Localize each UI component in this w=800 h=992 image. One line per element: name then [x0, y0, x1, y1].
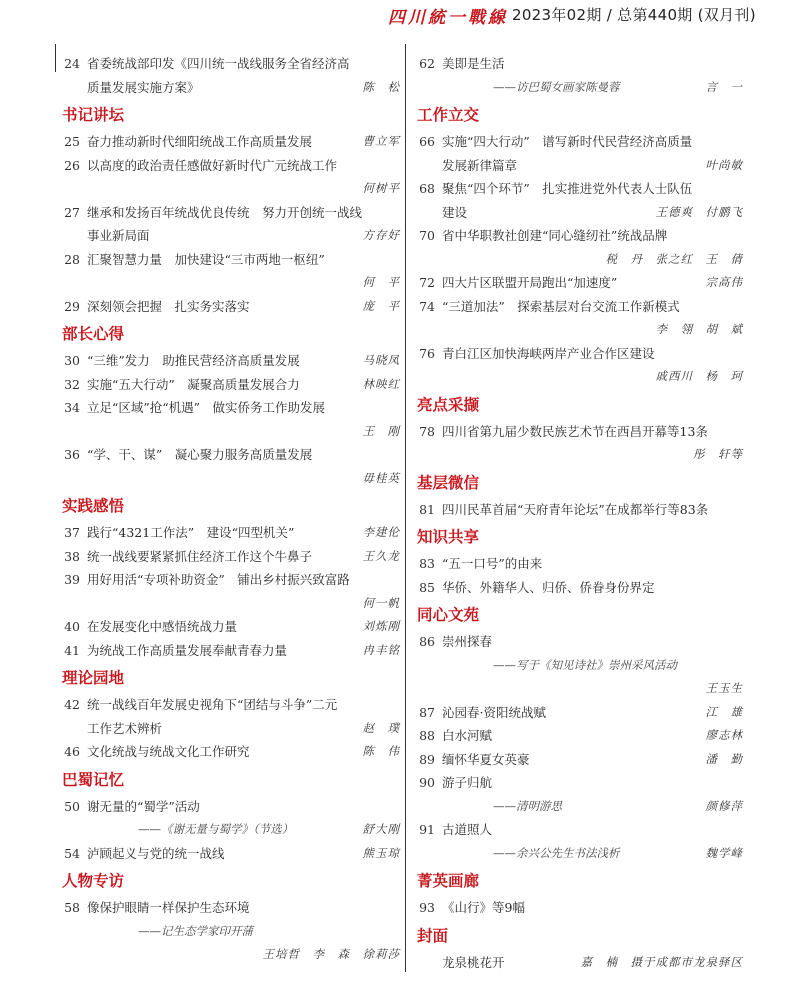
section-title: 亮点采撷 [417, 395, 480, 414]
page-number: 58 [64, 900, 80, 915]
article-title: 用好用活“专项补助资金” 铺出乡村振兴致富路 [87, 572, 350, 587]
toc-line [60, 443, 400, 467]
article-title: 缅怀华夏女英豪 [442, 751, 530, 767]
toc-line [60, 818, 400, 842]
article-title: 白水河赋 [442, 728, 493, 743]
toc-entry [60, 396, 400, 443]
section-title: 理论园地 [62, 669, 125, 687]
page-number: 87 [419, 704, 435, 720]
article-title: 华侨、外籍华人、归侨、侨眷身份界定 [442, 579, 655, 595]
author-name: 何一帆 [362, 595, 400, 610]
page-number: 37 [64, 525, 80, 540]
toc-entry [415, 748, 743, 772]
author-name: 魏学峰 [705, 845, 743, 860]
toc-line [415, 724, 743, 748]
author-name: 曹立军 [362, 134, 400, 148]
author-name: 王玉生 [705, 681, 743, 695]
toc-line [60, 920, 400, 944]
page-number: 24 [64, 56, 80, 71]
toc-entry [60, 154, 400, 201]
column-divider [405, 44, 406, 972]
section-title: 书记讲坛 [62, 106, 125, 124]
article-title: 青白江区加快海峡两岸产业合作区建设 [442, 345, 655, 361]
toc-line [415, 76, 743, 100]
toc-line [415, 318, 743, 342]
author-name: 赵 璞 [362, 720, 400, 735]
toc-line [60, 795, 400, 819]
article-subtitle: ——《谢无量与蜀学》（节选） [138, 822, 294, 836]
article-title: 事业新局面 [87, 228, 150, 243]
page-number: 26 [64, 157, 80, 173]
author-name: 税 丹 张之红 王 倩 [605, 251, 743, 266]
section-title: 菁英画廊 [417, 872, 480, 890]
section-title: 工作立交 [417, 106, 480, 124]
toc-line [60, 467, 400, 491]
author-name: 庞 平 [362, 298, 400, 313]
toc-entry [60, 795, 400, 842]
toc-entry [60, 568, 400, 615]
author-name: 王培哲 李 森 徐莉莎 [262, 947, 400, 961]
article-title: 奋力推动新时代细阳统战工作高质量发展 [87, 134, 313, 149]
author-name: 言 一 [705, 79, 743, 94]
toc-entry [415, 896, 743, 920]
toc-line [415, 701, 743, 725]
article-title: 泸顾起义与党的统一战线 [87, 845, 225, 861]
toc-line [415, 630, 743, 654]
toc-entry [415, 576, 743, 600]
author-name: 冉丰铭 [362, 642, 400, 657]
article-title: 汇聚智慧力量 加快建设“三市两地一枢纽” [87, 251, 325, 267]
section-title: 基层微信 [417, 473, 480, 492]
article-title: 文化统战与统战文化工作研究 [87, 744, 250, 759]
page-number: 38 [64, 548, 80, 564]
toc-line [60, 842, 400, 866]
page-number: 86 [419, 634, 435, 649]
article-title: 以高度的政治责任感做好新时代广元统战工作 [87, 157, 338, 173]
toc-line [415, 748, 743, 772]
toc-line [60, 615, 400, 639]
page-number: 29 [64, 298, 80, 314]
toc-entry [60, 615, 400, 639]
toc-entry [415, 724, 743, 748]
toc-line [415, 818, 743, 842]
toc-line [415, 771, 743, 795]
page-number: 54 [64, 845, 80, 861]
toc-entry [60, 521, 400, 545]
toc-line [415, 498, 743, 522]
author-name: 马晓凤 [362, 353, 400, 367]
page-number: 83 [419, 556, 435, 571]
page-number: 25 [64, 134, 80, 149]
toc-line [60, 717, 400, 741]
toc-line [60, 76, 400, 100]
page-number: 85 [419, 579, 435, 595]
toc-entry [415, 177, 743, 224]
toc-entry [60, 842, 400, 866]
toc-line [60, 373, 400, 397]
page-number: 36 [64, 447, 80, 462]
toc-line [60, 740, 400, 764]
toc-line [60, 130, 400, 154]
toc-line [415, 224, 743, 248]
toc-line [60, 396, 400, 420]
article-title: 继承和发扬百年统战优良传统 努力开创统一战线 [87, 204, 363, 220]
author-name: 林映红 [362, 376, 400, 391]
article-title: 建设 [442, 204, 468, 220]
page-number: 32 [64, 376, 80, 392]
toc-entry [415, 701, 743, 725]
toc-line [60, 295, 400, 319]
section-title: 知识共享 [417, 528, 480, 546]
toc-line [415, 842, 743, 866]
page-number: 68 [419, 181, 435, 196]
article-subtitle: ——访巴蜀女画家陈曼蓉 [493, 79, 620, 94]
section-title: 巴蜀记忆 [62, 770, 125, 789]
article-title: “五一口号”的由来 [442, 556, 543, 571]
article-title: 发展新律篇章 [442, 157, 518, 173]
toc-entry [415, 295, 743, 342]
toc-entry [415, 420, 743, 467]
page-number: 50 [64, 798, 80, 814]
toc-line [60, 521, 400, 545]
article-title: 为统战工作高质量发展奉献青春力量 [87, 642, 288, 658]
toc-entry [60, 201, 400, 248]
toc-entry [60, 545, 400, 569]
article-subtitle: ——写于《知见诗社》崇州采风活动 [493, 657, 677, 672]
page-number: 28 [64, 251, 80, 267]
toc-line [60, 896, 400, 920]
toc-entry [60, 349, 400, 373]
author-name: 舒大刚 [362, 822, 400, 836]
toc-line [60, 693, 400, 717]
author-name: 廖志林 [705, 728, 743, 742]
author-name: 方存好 [362, 228, 400, 242]
toc-line [415, 443, 743, 467]
toc-entry [415, 52, 743, 99]
page-number: 93 [419, 900, 435, 915]
toc-line [60, 943, 400, 967]
toc-line [415, 130, 743, 154]
section-title: 人物专访 [62, 872, 125, 890]
author-name: 王德爽 付鹏飞 [655, 204, 743, 219]
toc-line [415, 365, 743, 389]
toc-line [60, 349, 400, 373]
toc-entry [415, 498, 743, 522]
article-title: 四大片区联盟开局跑出“加速度” [442, 275, 618, 290]
toc-line [60, 592, 400, 616]
article-title: “三道加法” 探索基层对台交流工作新模式 [442, 298, 680, 314]
toc-line [415, 342, 743, 366]
page-number: 46 [64, 744, 80, 759]
toc-line [415, 677, 743, 701]
author-name: 嘉 楠 摄于成都市龙泉驿区 [580, 954, 743, 969]
page-number: 78 [419, 423, 435, 439]
article-title: 践行“4321工作法” 建设“四型机关” [87, 525, 295, 540]
author-name: 宗高伟 [705, 275, 743, 289]
toc-line [415, 295, 743, 319]
author-name: 毋桂英 [362, 470, 400, 485]
page-number: 89 [419, 751, 435, 767]
author-name: 陈 松 [362, 79, 400, 94]
author-name: 刘炼刚 [362, 619, 400, 633]
author-name: 何 平 [362, 275, 400, 289]
article-title: 沁园春·资阳统战赋 [442, 704, 546, 720]
magazine-masthead: 四川統一戰線 [388, 8, 508, 28]
article-title: 深刻领会把握 扎实务实落实 [87, 298, 250, 314]
article-title: 统一战线要紧紧抓住经济工作这个牛鼻子 [87, 548, 313, 564]
page-number: 88 [419, 728, 435, 743]
article-title: 省中华职教社创建“同心缝纫社”统战品牌 [442, 228, 668, 243]
section-title: 同心文苑 [417, 606, 480, 624]
toc-line [60, 177, 400, 201]
article-title: 聚焦“四个环节” 扎实推进党外代表人士队伍 [442, 181, 693, 196]
article-title: 实施“五大行动” 凝聚高质量发展合力 [87, 376, 300, 392]
toc-line [415, 896, 743, 920]
article-title: 实施“四大行动” 谱写新时代民营经济高质量 [442, 134, 693, 149]
toc-entry [415, 130, 743, 177]
author-name: 戚西川 杨 珂 [655, 369, 743, 383]
left-border-line [55, 44, 56, 72]
author-name: 潘 勤 [705, 751, 743, 766]
toc-line [60, 420, 400, 444]
toc-line [415, 654, 743, 678]
author-name: 何树平 [362, 181, 400, 195]
toc-entry [60, 740, 400, 764]
article-title: 质量发展实施方案》 [87, 79, 200, 95]
page-number: 66 [419, 134, 435, 149]
page-number: 90 [419, 775, 435, 790]
toc-entry [60, 52, 400, 99]
article-subtitle: ——余兴公先生书法浅析 [493, 845, 620, 860]
article-title: 四川省第九届少数民族艺术节在西昌开幕等13条 [442, 423, 708, 439]
toc-line [60, 154, 400, 178]
toc-line [60, 271, 400, 295]
page-number: 41 [64, 642, 80, 658]
author-name: 彤 轩等 [693, 447, 743, 461]
toc-entry [60, 130, 400, 154]
page-number: 62 [419, 56, 435, 71]
author-name: 王 刚 [362, 423, 400, 438]
page-number: 91 [419, 822, 435, 837]
toc-entry [415, 630, 743, 701]
page-number: 72 [419, 275, 435, 290]
article-title: 美即是生活 [442, 56, 505, 71]
section-title: 部长心得 [62, 325, 125, 343]
article-title: 龙泉桃花开 [442, 954, 505, 970]
page-number: 39 [64, 572, 80, 587]
toc-left-column [60, 52, 400, 967]
author-name: 江 雄 [705, 704, 743, 719]
toc-entry [415, 818, 743, 865]
article-title: 立足“区域”抢“机遇” 做实侨务工作助发展 [87, 400, 326, 415]
toc-entry [415, 271, 743, 295]
toc-line [415, 248, 743, 272]
toc-line [60, 224, 400, 248]
toc-line [60, 568, 400, 592]
page-number: 40 [64, 619, 80, 634]
toc-entry [60, 373, 400, 397]
author-name: 陈 伟 [362, 744, 400, 758]
page-number: 76 [419, 345, 435, 361]
toc-entry [60, 443, 400, 490]
article-title: “学、干、谋” 凝心聚力服务高质量发展 [87, 447, 313, 462]
author-name: 李 翎 胡 斌 [655, 322, 743, 336]
article-title: 古道照人 [442, 822, 493, 837]
section-title: 实践感悟 [62, 497, 125, 515]
toc-line [60, 545, 400, 569]
article-title: 谢无量的“蜀学”活动 [87, 798, 200, 814]
article-title: “三维”发力 助推民营经济高质量发展 [87, 353, 300, 368]
toc-entry [60, 896, 400, 967]
article-title: 省委统战部印发《四川统一战线服务全省经济高 [87, 56, 350, 71]
page-number: 42 [64, 697, 80, 712]
toc-line [415, 154, 743, 178]
toc-entry [60, 248, 400, 295]
page-number: 74 [419, 298, 435, 314]
page-number: 81 [419, 501, 435, 517]
toc-line [415, 795, 743, 819]
issue-info: 2023年02期 / 总第440期 (双月刊) [512, 6, 756, 24]
toc-line [60, 201, 400, 225]
article-title: 像保护眼睛一样保护生态环境 [87, 900, 250, 915]
toc-entry [415, 342, 743, 389]
article-subtitle: ——记生态学家印开蒲 [138, 923, 253, 938]
article-title: 崇州探春 [442, 634, 493, 649]
toc-entry [60, 639, 400, 663]
toc-entry [60, 693, 400, 740]
toc-entry [415, 224, 743, 271]
author-name: 叶尚敏 [705, 157, 743, 172]
toc-line [415, 552, 743, 576]
toc-line [60, 639, 400, 663]
section-title: 封面 [417, 926, 449, 945]
toc-line [415, 271, 743, 295]
toc-entry [415, 771, 743, 818]
page-number: 27 [64, 204, 80, 220]
toc-entry [60, 295, 400, 319]
toc-line [60, 248, 400, 272]
author-name: 熊玉琼 [362, 845, 400, 860]
toc-entry [415, 951, 743, 975]
author-name: 王久龙 [362, 548, 400, 563]
article-title: 游子归航 [442, 775, 493, 790]
article-title: 在发展变化中感悟统战力量 [87, 619, 238, 634]
toc-line [60, 52, 400, 76]
toc-line [415, 951, 743, 975]
toc-line [415, 177, 743, 201]
toc-line [415, 420, 743, 444]
page-header [0, 0, 800, 28]
author-name: 颜修萍 [705, 798, 743, 813]
article-title: 统一战线百年发展史视角下“团结与斗争”二元 [87, 697, 338, 712]
author-name: 李建伦 [362, 525, 400, 539]
article-title: 四川民革首届“天府青年论坛”在成都举行等83条 [442, 501, 709, 517]
page-number: 70 [419, 228, 435, 243]
toc-entry [415, 552, 743, 576]
page-number: 34 [64, 400, 80, 415]
toc-line [415, 52, 743, 76]
toc-right-column [415, 52, 743, 974]
article-subtitle: ——清明游思 [493, 798, 562, 813]
toc-line [415, 201, 743, 225]
article-title: 《山行》等9幅 [442, 900, 525, 915]
toc-line [415, 576, 743, 600]
page-number: 30 [64, 353, 80, 368]
article-title: 工作艺术辨析 [87, 720, 163, 736]
